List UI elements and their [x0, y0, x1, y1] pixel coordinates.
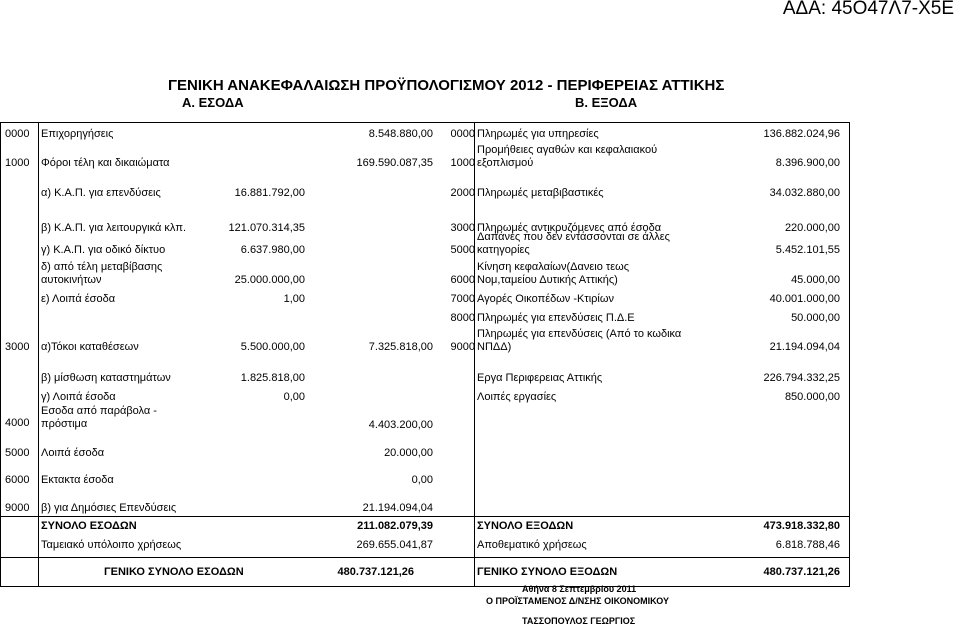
row-total: 169.590.087,35	[356, 157, 433, 169]
row-code: 2000	[450, 187, 475, 199]
page-title: ΓΕΝΙΚΗ ΑΝΑΚΕΦΑΛΑΙΩΣΗ ΠΡΟΫΠΟΛΟΓΙΣΜΟΥ 2012 - ΠΕΡΙΦΕΡΕΙΑΣ ΑΤΤΙΚΗΣ	[168, 77, 725, 94]
row-value: 8.396.900,00	[775, 157, 840, 169]
row-value: 226.794.332,25	[763, 372, 840, 384]
row-label: ε) Λοιπά έσοδα	[41, 293, 116, 305]
row-label: β) μίσθωση καταστημάτων	[41, 372, 171, 384]
row-label: γ) Λοιπά έσοδα	[41, 391, 116, 403]
row-code: 5000	[450, 244, 475, 256]
revenue-totals-line	[0, 516, 474, 517]
row-subtotal: 6.637.980,00	[240, 244, 305, 256]
row-label: Εσοδα από παράβολα - πρόστιμα	[41, 405, 157, 430]
surplus-label: Αποθεματικό χρήσεως	[477, 539, 587, 551]
cash-balance-value: 269.655.041,87	[356, 539, 433, 551]
row-label: Δαπάνες που δεν εντάσσονται σε άλλες κατηγορίες	[477, 231, 670, 256]
row-label: Φόροι τέλη και δικαιώματα	[41, 157, 170, 169]
row-label: Πληρωμές για επενδύσεις (Από το κωδικα ΝΠΔΔ)	[477, 328, 682, 353]
row-code: 9000	[5, 502, 30, 514]
surplus-value: 6.818.788,46	[775, 539, 840, 551]
signature-role: Ο ΠΡΟΪΣΤΑΜΕΝΟΣ Δ/ΝΣΗΣ ΟΙΚΟΝΟΜΙΚΟΥ	[486, 596, 669, 606]
row-label: Πληρωμές μεταβιβαστικές	[477, 187, 604, 199]
row-total: 7.325.818,00	[368, 341, 433, 353]
row-label: Πληρωμές αντικρυζόμενες από έσοδα	[477, 222, 662, 234]
row-value: 21.194.094,04	[769, 341, 840, 353]
row-label: Αγορές Οικοπέδων -Κτιρίων	[477, 293, 614, 305]
row-label: Εκτακτα έσοδα	[41, 474, 114, 486]
row-subtotal: 121.070.314,35	[228, 222, 305, 234]
row-label: γ) Κ.Α.Π. για οδικό δίκτυο	[41, 244, 166, 256]
row-code: 8000	[450, 312, 475, 324]
expense-grand-value: 480.737.121,26	[763, 566, 840, 578]
revenue-header: Α. ΕΣΟΔΑ	[182, 95, 244, 110]
row-total: 21.194.094,04	[362, 502, 433, 514]
row-code: 6000	[5, 474, 30, 486]
row-label: α)Τόκοι καταθέσεων	[41, 341, 139, 353]
revenue-grand-label: ΓΕΝΙΚΟ ΣΥΝΟΛΟ ΕΣΟΔΩΝ	[104, 566, 244, 578]
revenue-grand-value: 480.737.121,26	[337, 566, 414, 578]
row-subtotal: 1.825.818,00	[240, 372, 305, 384]
row-total: 20.000,00	[384, 447, 433, 459]
row-subtotal: 16.881.792,00	[234, 187, 305, 199]
expense-total-value: 473.918.332,80	[763, 520, 840, 532]
row-value: 45.000,00	[791, 274, 840, 286]
ada-code: ΑΔΑ: 45Ο47Λ7-Χ5Ε	[782, 0, 954, 19]
row-label: Επιχορηγήσεις	[41, 128, 114, 140]
revenue-total-value: 211.082.079,39	[357, 520, 433, 532]
row-code: 9000	[450, 341, 475, 353]
header-top-line	[0, 122, 850, 123]
row-code: 1000	[450, 157, 475, 169]
row-subtotal: 0,00	[283, 391, 305, 403]
row-code: 3000	[5, 341, 30, 353]
row-code: 5000	[5, 447, 30, 459]
row-code: 0000	[5, 128, 30, 140]
row-code: 6000	[450, 274, 475, 286]
row-label: β) για Δημόσιες Επενδύσεις	[41, 502, 177, 514]
table-right-border	[849, 122, 850, 587]
row-subtotal: 1,00	[283, 293, 305, 305]
row-total: 4.403.200,00	[368, 419, 433, 431]
row-code: 1000	[5, 157, 30, 169]
row-label: δ) από τέλη μεταβίβασης αυτοκινήτων	[41, 261, 163, 286]
row-label: Λοιπές εργασίες	[477, 391, 557, 403]
row-code: 4000	[5, 417, 30, 429]
row-label: Πληρωμές για επενδύσεις Π.Δ.Ε	[477, 312, 635, 324]
row-value: 136.882.024,96	[763, 128, 840, 140]
row-subtotal: 5.500.000,00	[240, 341, 305, 353]
expense-grand-line	[474, 557, 850, 558]
expense-total-label: ΣΥΝΟΛΟ ΕΞΟΔΩΝ	[477, 520, 574, 532]
row-value: 40.001.000,00	[769, 293, 840, 305]
row-code: 0000	[450, 128, 475, 140]
revenue-grand-line	[0, 557, 474, 558]
row-label: β) Κ.Α.Π. για λειτουργικά κλπ.	[41, 222, 187, 234]
row-label: α) Κ.Α.Π. για επενδύσεις	[41, 187, 161, 199]
row-value: 50.000,00	[791, 312, 840, 324]
expense-grand-label: ΓΕΝΙΚΟ ΣΥΝΟΛΟ ΕΞΟΔΩΝ	[477, 566, 618, 578]
table-bottom-line	[0, 586, 850, 587]
row-label: Κίνηση κεφαλαίων(Δανειο τεως Νομ,ταμείου Δυτικής Αττικής)	[477, 261, 630, 286]
row-subtotal: 25.000.000,00	[234, 274, 305, 286]
table-left-border	[0, 122, 1, 587]
expense-header: Β. ΕΞΟΔΑ	[575, 95, 638, 110]
row-value: 850.000,00	[784, 391, 840, 403]
row-value: 220.000,00	[784, 222, 840, 234]
row-code: 7000	[450, 293, 475, 305]
left-code-divider	[38, 122, 39, 587]
row-label: Προμήθειες αγαθών και κεφαλαιακού εξοπλισμού	[477, 144, 658, 169]
expense-totals-line	[474, 516, 850, 517]
signature-name: ΤΑΣΣΟΠΟΥΛΟΣ ΓΕΩΡΓΙΟΣ	[522, 616, 636, 626]
row-total: 0,00	[411, 474, 433, 486]
signature-date: Αθήνα 8 Σεπτεμβρίου 2011	[522, 584, 637, 594]
row-label: Λοιπά έσοδα	[41, 447, 105, 459]
row-code: 3000	[450, 222, 475, 234]
revenue-total-label: ΣΥΝΟΛΟ ΕΣΟΔΩΝ	[41, 520, 137, 532]
row-label: Εργα Περιφερειας Αττικής	[477, 372, 603, 384]
cash-balance-label: Ταμειακό υπόλοιπο χρήσεως	[41, 539, 182, 551]
row-label: Πληρωμές για υπηρεσίες	[477, 128, 599, 140]
row-total: 8.548.880,00	[368, 128, 433, 140]
row-value: 5.452.101,55	[775, 244, 840, 256]
row-value: 34.032.880,00	[769, 187, 840, 199]
